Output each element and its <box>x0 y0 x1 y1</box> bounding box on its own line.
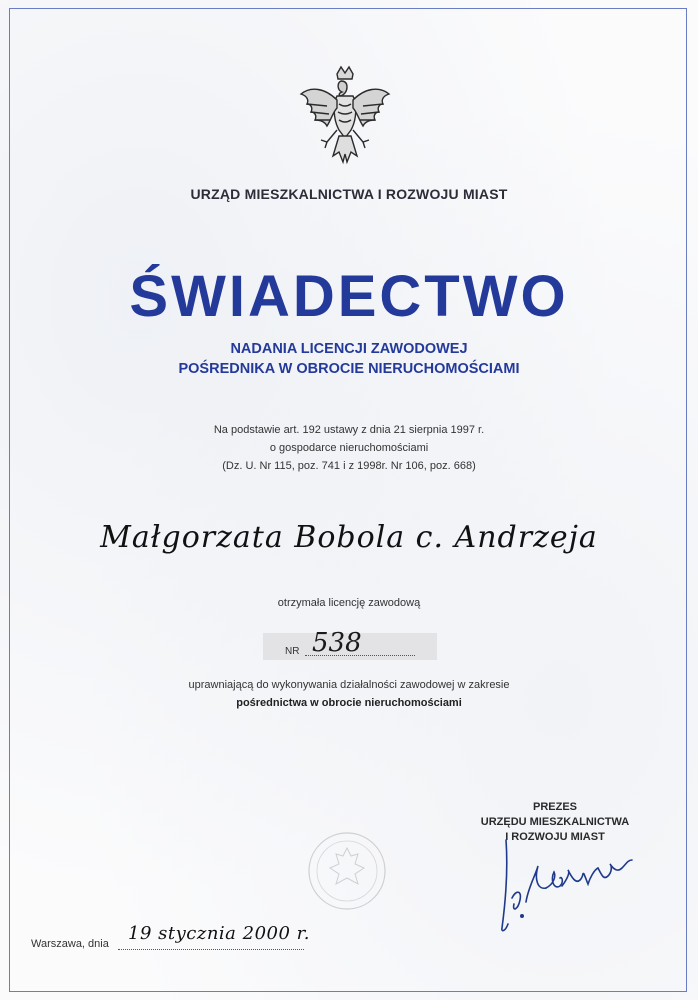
legal-basis <box>0 421 698 475</box>
subtitle-line-1: NADANIA LICENCJI ZAWODOWEJ <box>230 341 468 357</box>
issuing-office: URZĄD MIESZKALNICTWA I ROZWOJU MIAST <box>190 186 508 202</box>
scope-line-2: pośrednictwa w obrocie nieruchomościami <box>236 697 462 709</box>
signer-line-2: URZĘDU MIESZKALNICTWA <box>480 816 630 828</box>
signer-line-3: I ROZWOJU MIAST <box>505 831 605 843</box>
scope-line-1: uprawniającą do wykonywania działalności zawodowej w zakresie <box>188 679 510 691</box>
holder-name: Małgorzata Bobola c. Andrzeja <box>100 520 598 555</box>
certificate-subtitle <box>0 339 698 379</box>
issue-date: 19 stycznia 2000 r. <box>128 923 311 944</box>
legal-basis-line-3: (Dz. U. Nr 115, poz. 741 i z 1998r. Nr 106, poz. 668) <box>222 460 476 472</box>
issue-place-label: Warszawa, dnia <box>31 938 109 950</box>
polish-eagle-emblem-icon <box>297 64 393 174</box>
signer-line-1: PREZES <box>532 801 577 813</box>
embossed-stamp-icon <box>306 830 388 912</box>
license-number-value: 538 <box>312 628 362 658</box>
received-text: otrzymała licencję zawodową <box>277 597 421 609</box>
subtitle-line-2: POŚREDNIKA W OBROCIE NIERUCHOMOŚCIAMI <box>178 361 520 377</box>
date-dotted-line <box>118 949 304 950</box>
license-number-label: NR <box>285 646 300 657</box>
certificate-title: ŚWIADECTWO <box>129 264 569 329</box>
legal-basis-line-2: o gospodarce nieruchomościami <box>269 442 429 454</box>
legal-basis-line-1: Na podstawie art. 192 ustawy z dnia 21 sierpnia 1997 r. <box>213 424 485 436</box>
handwritten-signature <box>498 828 648 938</box>
